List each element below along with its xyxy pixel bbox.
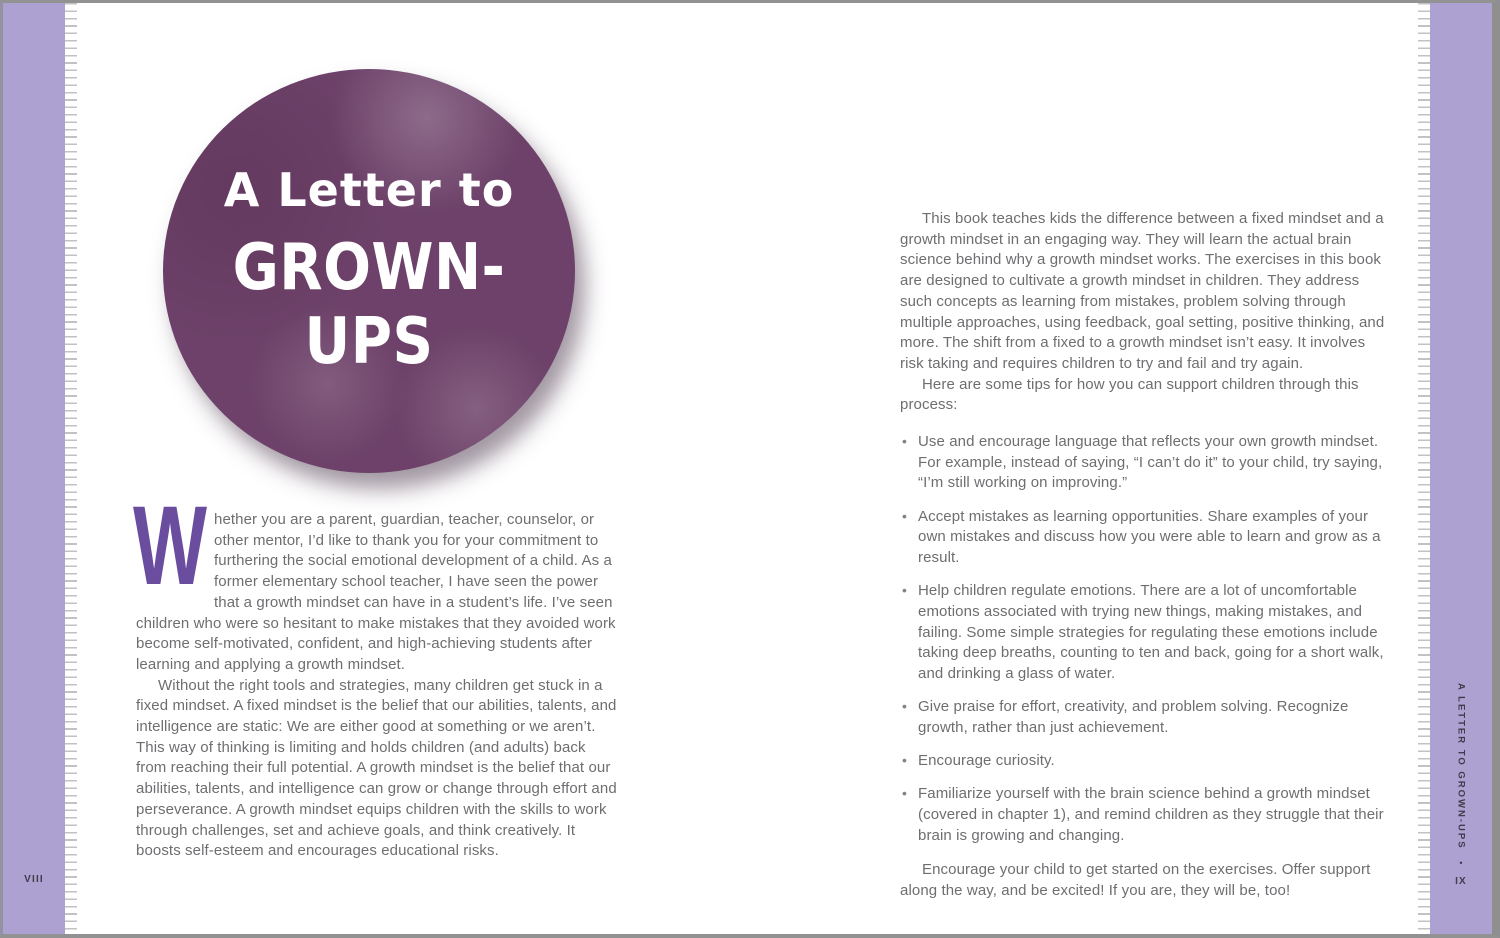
paragraph-tips-lead-in: Here are some tips for how you can support children through this process:: [900, 375, 1359, 414]
paragraph-book-teaches: This book teaches kids the difference between a fixed mindset and a growth mindset in an engaging way. They will learn the actual brain science behind why a growth mindset works. The exercises in this book are designed to cultivate a growth mindset in children. They address such concepts as learning from mistakes, problem solving through multiple approaches, using feedback, goal setting, positive thinking, and more. The shift from a fixed to a growth mindset isn’t easy. It involves risk taking and requires children to try and fail and try again.: [900, 210, 1385, 372]
chapter-title-badge: [163, 69, 575, 473]
right-page-deckle-edge: [1418, 3, 1430, 934]
tip-item: • Familiarize yourself with the brain science behind a growth mindset (covered in chapter 1), and remind children as they struggle that their brain is growing and changing.: [900, 784, 1392, 846]
left-edge-strip: [3, 3, 65, 934]
left-page-text: [133, 483, 617, 862]
paragraph-closing: Encourage your child to get started on the exercises. Offer support along the way, and be excited! If you are, they will be, too!: [900, 861, 1371, 900]
page-number-right: IX: [1455, 876, 1467, 887]
paragraph-fixed-mindset: Without the right tools and strategies, many children get stuck in a fixed mindset. A fixed mindset is the belief that our abilities, talents, and intelligence are static: We are either good at something or we aren’t. This way of thinking is limiting and holds children (and adults) back from reaching their full potential. A growth mindset is the belief that our abilities, talents, and intelligence can grow or change through effort and perseverance. A growth mindset equips children with the skills to work through challenges, set and achieve goals, and think creatively. It boosts self-esteem and encourages educational risks.: [136, 676, 617, 860]
sidebar-section-caption: A LETTER TO GROWN-UPS: [1455, 683, 1467, 850]
tip-item: • Accept mistakes as learning opportunities. Share examples of your own mistakes and discuss how you were able to learn and grow as a result.: [900, 507, 1392, 569]
tip-item: • Use and encourage language that reflects your own growth mindset. For example, instead of saying, “I can’t do it” to your child, try saying, “I’m still working on improving.”: [900, 432, 1392, 494]
tip-item: • Give praise for effort, creativity, and problem solving. Recognize growth, rather than just achievement.: [900, 697, 1392, 738]
tip-item: • Encourage curiosity.: [900, 751, 1392, 772]
paragraph-intro: [133, 483, 617, 676]
tip-item: • Help children regulate emotions. There are a lot of uncomfortable emotions associated with trying new things, making mistakes, and failing. Some simple strategies for regulating these emotions include taking deep breaths, counting to ten and back, going for a short walk, and drinking a glass of water.: [900, 581, 1392, 685]
right-edge-strip: [1430, 3, 1492, 934]
paragraph-intro-text: hether you are a parent, guardian, teacher, counselor, or other mentor, I’d like to thank you for your commitment to furthering the social emotional development of a child. As a former elementary school teacher, I have seen the power that a growth mindset can have in a student’s life. I’ve seen children who were so hesitant to make mistakes that they avoided work become self-motivated, confident, and high-achieving students after learning and applying a growth mindset.: [136, 511, 616, 673]
page-number-left: VIII: [24, 874, 44, 885]
chapter-title-line2: GROWN-UPS: [232, 231, 506, 379]
right-page-text: [900, 209, 1392, 902]
dropcap-letter: W: [133, 483, 208, 608]
tips-list: [900, 432, 1392, 846]
left-page-deckle-edge: [65, 3, 77, 934]
sidebar-separator-dot: •: [1459, 858, 1463, 868]
chapter-title-line1: A Letter to: [223, 163, 515, 217]
